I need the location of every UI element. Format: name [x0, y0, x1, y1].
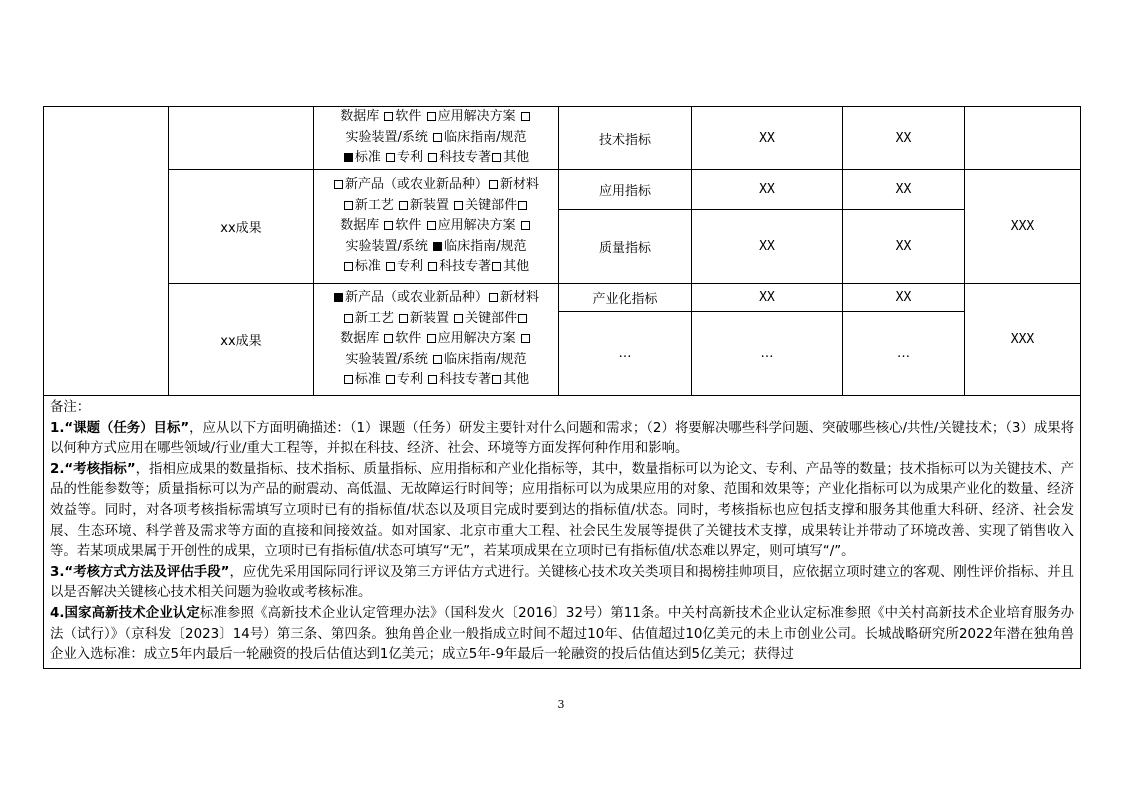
result-type-options: [314, 288, 558, 390]
option-line: [314, 216, 558, 236]
note-item: [50, 604, 1074, 666]
table-row: [44, 284, 1081, 312]
notes-heading: 备注：: [50, 400, 91, 415]
notes-cell: [44, 396, 1081, 669]
note-text: ，应从以下方面明确描述：（1）课题（任务）研发主要针对什么问题和需求；（2）将要解决哪些科学问题、突破哪些核心/共性/关键技术；（3）成果将以何种方式应用在哪些领域/行业/重大工程等，并拟在科技、经济、社会、环境等方面发挥何种作用和影响。: [50, 420, 1075, 457]
option-line: [314, 128, 558, 148]
note-text: ，应优先采用国际同行评议及第三方评估方式进行。关键核心技术攻关类项目和揭榜挂帅项目，应依据立项时建立的客观、刚性评价指标、并且以是否解决关键核心技术相关问题为验收或考核标准。: [50, 564, 1074, 601]
option-label: 关键部件: [465, 310, 518, 326]
checkbox-icon: [492, 153, 501, 162]
table-row: [44, 107, 1081, 170]
checkbox-icon: [454, 314, 463, 323]
option-label: 数据库: [340, 331, 384, 347]
indicator-value-target: XX: [843, 284, 965, 312]
option-label: 新产品（或农业新品种）: [344, 177, 488, 193]
checkbox-icon: [428, 262, 437, 271]
option-line: [314, 175, 558, 195]
indicator-value-initial: XX: [692, 170, 843, 210]
indicator-name: …: [559, 312, 692, 396]
option-label: 关键部件: [465, 197, 518, 213]
option-line: [314, 107, 558, 127]
option-label: 专利: [396, 150, 428, 166]
checkbox-icon: [489, 180, 498, 189]
table-row: [44, 170, 1081, 210]
note-item: [50, 460, 1074, 563]
checkbox-icon: [492, 375, 501, 384]
checkbox-icon: [399, 314, 408, 323]
note-title: 2.“考核指标”: [50, 461, 136, 477]
indicator-name: 产业化指标: [559, 284, 692, 312]
option-line: [314, 257, 558, 277]
option-label: 新产品（或农业新品种）: [344, 290, 488, 306]
result-cell-empty: [169, 107, 314, 170]
option-label: 新工艺: [354, 197, 398, 213]
checkbox-icon: [427, 112, 436, 121]
option-line: [314, 350, 558, 370]
option-label: 实验装置/系统: [345, 351, 433, 367]
option-line: [314, 370, 558, 390]
checkbox-icon: [428, 375, 437, 384]
checked-box-icon: [344, 153, 353, 162]
checkbox-icon: [344, 262, 353, 271]
option-label: 其他: [503, 259, 530, 275]
indicator-value-initial: …: [692, 312, 843, 396]
checkbox-icon: [344, 314, 353, 323]
option-label: 软件: [395, 331, 426, 347]
checkbox-icon: [521, 112, 530, 121]
option-label: 其他: [503, 372, 530, 388]
option-label: 标准: [354, 150, 385, 166]
option-label: 应用解决方案: [437, 218, 520, 234]
table-row: [44, 396, 1081, 669]
option-label: 新装置: [409, 197, 454, 213]
option-label: 软件: [395, 218, 426, 234]
page-number: 3: [557, 698, 565, 711]
document-page: [43, 106, 1080, 669]
option-line: [314, 196, 558, 216]
option-line: [314, 237, 558, 257]
option-label: 科技专著: [439, 372, 492, 388]
note-title: 3.“考核方式方法及评估手段”: [50, 564, 230, 580]
option-label: 实验装置/系统: [345, 238, 433, 254]
indicator-name: 质量指标: [559, 210, 692, 284]
checkbox-icon: [427, 334, 436, 343]
note-item: [50, 419, 1074, 460]
option-line: [314, 329, 558, 349]
checkbox-icon: [428, 153, 437, 162]
total-value: XXX: [965, 170, 1081, 284]
checkbox-icon: [386, 375, 395, 384]
indicator-value-target: XX: [843, 210, 965, 284]
indicator-value-target: XX: [843, 107, 965, 170]
option-label: 数据库: [340, 218, 384, 234]
note-text: ，指相应成果的数量指标、技术指标、质量指标、应用指标和产业化指标等，其中，数量指标可以为论文、专利、产品等的数量；技术指标可以为关键技术、产品的性能参数等；质量指标可以为产品的耐震动、高低温、无故障运行时间等；应用指标可以为成果应用的对象、范围和效果等；产业化指标可以为成果产业化的数量、经济效益等。同时，对各项考核指标需填写立项时已有的指标值/状态以及项目完成时要到达的指标值/状态。同时，考核指标也应包括支撑和服务其他重大科研、经济、社会发展、生态环境、科学普及需求等方面的直接和间接效益。如对国家、北京市重大工程、社会民生发展等提供了关键技术支撑，成果转让并带动了环境改善、实现了销售收入等。若某项成果属于开创性的成果，立项时已有指标值/状态可填写“无”，若某项成果在立项时已有指标值/状态难以界定，则可填写“/”。: [50, 461, 1074, 560]
result-type-cell: [314, 170, 559, 284]
indicator-table: [43, 106, 1081, 669]
checkbox-icon: [384, 221, 393, 230]
option-label: 应用解决方案: [437, 331, 520, 347]
option-line: [314, 309, 558, 329]
note-title: 4.国家高新技术企业认定: [50, 605, 200, 621]
option-label: 标准: [354, 259, 385, 275]
checkbox-icon: [454, 201, 463, 210]
result-name: xx成果: [169, 170, 314, 284]
option-label: 新装置: [409, 310, 454, 326]
checkbox-icon: [492, 262, 501, 271]
option-label: 数据库: [340, 109, 384, 125]
checked-box-icon: [334, 293, 343, 302]
option-label: 新材料: [500, 290, 540, 306]
checkbox-icon: [518, 201, 527, 210]
indicator-name: 技术指标: [559, 107, 692, 170]
checkbox-icon: [427, 221, 436, 230]
checkbox-icon: [386, 262, 395, 271]
note-text: 标准参照《高新技术企业认定管理办法》（国科发火〔2016〕32号）第11条。中关村高新技术企业认定标准参照《中关村高新技术企业培育服务办法（试行）》（京科发〔2023〕14号）第三条、第四条。独角兽企业一般指成立时间不超过10年、估值超过10亿美元的未上市创业公司。长城战略研究所2022年潜在独角兽企业入选标准：成立5年内最后一轮融资的投后估值达到1亿美元；成立5年-9年最后一轮融资的投后估值达到5亿美元；获得过: [50, 605, 1074, 663]
result-name: xx成果: [169, 284, 314, 396]
option-label: 临床指南/规范: [444, 129, 527, 145]
option-label: 软件: [395, 109, 426, 125]
checkbox-icon: [334, 180, 343, 189]
option-label: 实验装置/系统: [345, 129, 433, 145]
option-label: 新材料: [500, 177, 540, 193]
option-label: 其他: [503, 150, 530, 166]
checkbox-icon: [386, 153, 395, 162]
option-label: 临床指南/规范: [444, 351, 527, 367]
result-type-options: [314, 175, 558, 277]
note-title: 1.“课题（任务）目标”: [50, 420, 190, 436]
checkbox-icon: [384, 112, 393, 121]
indicator-value-initial: XX: [692, 107, 843, 170]
left-merged-cell: [44, 107, 169, 396]
indicator-name: 应用指标: [559, 170, 692, 210]
note-item: [50, 563, 1074, 604]
checkbox-icon: [489, 293, 498, 302]
checkbox-icon: [344, 201, 353, 210]
checkbox-icon: [521, 334, 530, 343]
checkbox-icon: [521, 221, 530, 230]
option-label: 专利: [396, 259, 428, 275]
option-label: 应用解决方案: [437, 109, 520, 125]
total-value: XXX: [965, 284, 1081, 396]
result-type-options: [314, 107, 558, 168]
option-line: [314, 288, 558, 308]
checkbox-icon: [433, 355, 442, 364]
total-cell-empty: [965, 107, 1081, 170]
checkbox-icon: [433, 133, 442, 142]
indicator-value-target: XX: [843, 170, 965, 210]
checkbox-icon: [399, 201, 408, 210]
checkbox-icon: [518, 314, 527, 323]
option-label: 科技专著: [439, 150, 492, 166]
option-label: 新工艺: [354, 310, 398, 326]
option-line: [314, 148, 558, 168]
option-label: 专利: [396, 372, 428, 388]
option-label: 临床指南/规范: [444, 238, 527, 254]
result-type-cell: [314, 284, 559, 396]
indicator-value-initial: XX: [692, 284, 843, 312]
option-label: 标准: [354, 372, 385, 388]
checkbox-icon: [384, 334, 393, 343]
checked-box-icon: [433, 242, 442, 251]
checkbox-icon: [344, 375, 353, 384]
result-type-cell: [314, 107, 559, 170]
indicator-value-target: …: [843, 312, 965, 396]
option-label: 科技专著: [439, 259, 492, 275]
indicator-value-initial: XX: [692, 210, 843, 284]
